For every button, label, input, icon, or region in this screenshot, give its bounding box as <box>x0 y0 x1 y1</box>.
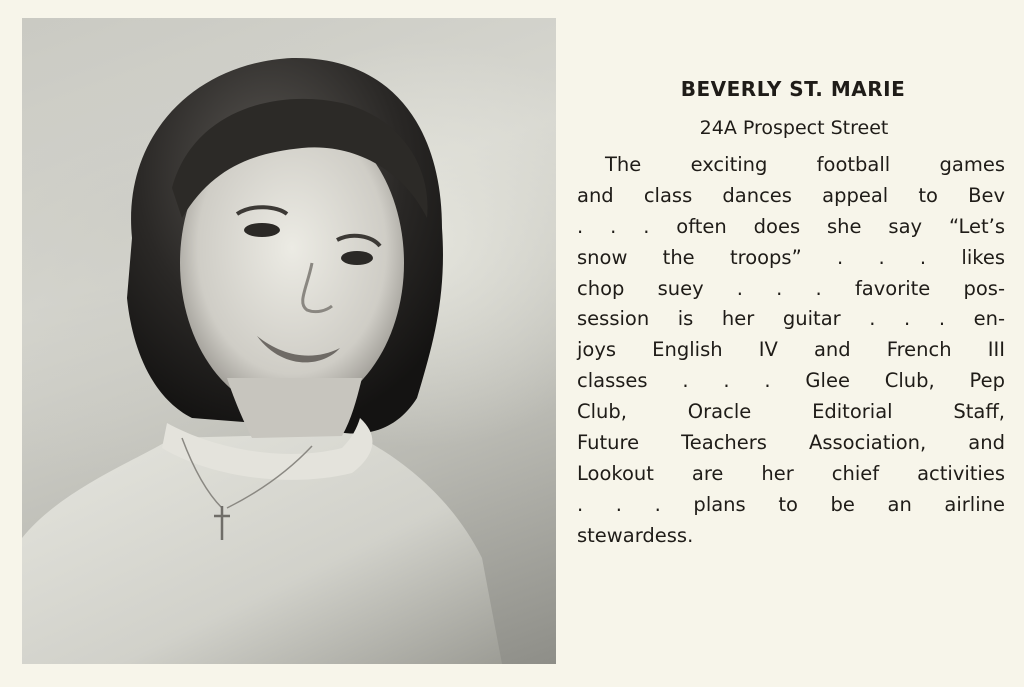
bio-line: classes . . . Glee Club, Pep <box>577 369 1005 393</box>
bio-line: joys English IV and French III <box>577 338 1005 362</box>
bio-line: stewardess. <box>577 523 694 547</box>
student-name: BEVERLY ST. MARIE <box>680 77 906 101</box>
student-address: 24A Prospect Street <box>699 117 889 139</box>
portrait-photo <box>22 18 556 664</box>
bio-line: and class dances appeal to Bev <box>577 183 1005 207</box>
biography-block <box>577 70 1005 552</box>
bio-line: Lookout are her chief activities <box>577 461 1005 485</box>
bio-line: Club, Oracle Editorial Staff, <box>577 400 1005 424</box>
bio-line: Future Teachers Association, and <box>577 431 1005 455</box>
bio-line: . . . plans to be an airline <box>577 492 1005 516</box>
bio-line: session is her guitar . . . en- <box>577 307 1005 331</box>
biography-text <box>577 150 1005 552</box>
bio-line: . . . often does she say “Let’s <box>577 214 1005 238</box>
bio-line: snow the troops” . . . likes <box>577 245 1005 269</box>
bio-line: chop suey . . . favorite pos- <box>577 276 1005 300</box>
bio-line: The exciting football games <box>605 153 1005 176</box>
portrait-illustration <box>22 18 556 664</box>
